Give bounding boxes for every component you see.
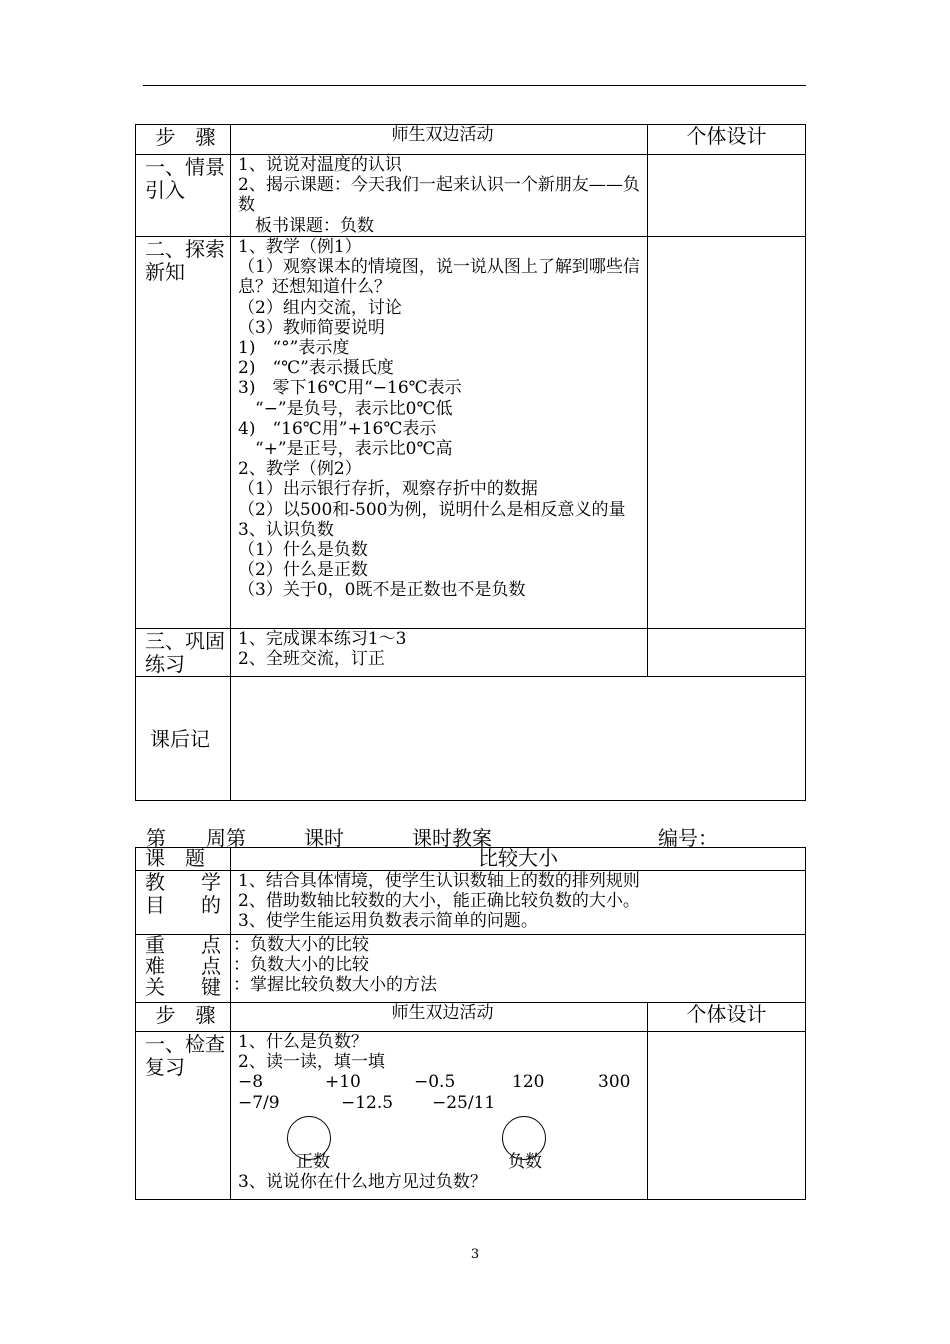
activity-line: 3、说说你在什么地方见过负数？ [238, 1172, 487, 1193]
objectives-label [136, 871, 231, 935]
step-label: 二、探索新知 [136, 237, 231, 629]
objective-line: 1、结合具体情境，使学生认识数轴上的数的排列规则 [238, 871, 640, 891]
activity-line: 1、教学（例1） [238, 237, 362, 257]
numbers-row-2 [238, 1093, 647, 1114]
label-char: 点 [201, 954, 221, 978]
activity-line: 1、说说对温度的认识 [238, 155, 402, 175]
key-point-line: ：负数大小的比较 [233, 955, 369, 976]
key-point-line: ：掌握比较负数大小的方法 [233, 975, 437, 996]
key-points-label [136, 935, 231, 1003]
activity-line: “+”是正号，表示比0℃高 [238, 439, 453, 460]
objective-line: 2、借助数轴比较数的大小，能正确比较负数的大小。 [238, 891, 640, 912]
after-class-notes-cell [231, 677, 806, 801]
table-row [136, 155, 806, 237]
label-char: 键 [201, 975, 221, 999]
step-label: 一、情景引入 [136, 155, 231, 237]
activity-line: “−”是负号，表示比0℃低 [238, 398, 453, 419]
week-label: 第 周第 [146, 826, 246, 850]
number-item: −7/9 [238, 1093, 280, 1114]
label-char: 关 [145, 975, 165, 999]
objective-line: 3、使学生能运用负数表示简单的问题。 [238, 911, 538, 932]
number-item: +10 [325, 1072, 361, 1093]
activity-line: （1）观察课本的情境图，说一说从图上了解到哪些信息？还想知道什么？ [238, 257, 640, 298]
activity-line: 1、完成课本练习1～3 [238, 629, 407, 649]
activity-line: 2、全班交流，订正 [238, 649, 385, 670]
topic-title: 比较大小 [231, 848, 806, 871]
number-item: −0.5 [414, 1072, 456, 1093]
table-header-row [136, 125, 806, 155]
activity-line: （2）以500和-500为例，说明什么是相反意义的量 [238, 499, 626, 520]
number-item: −25/11 [432, 1093, 496, 1114]
table-row [136, 237, 806, 629]
table-header-row [136, 1003, 806, 1032]
number-label: 编号： [658, 826, 718, 850]
page-number: 3 [470, 1247, 480, 1262]
objectives-cell [231, 871, 806, 935]
activity-line: 2、教学（例2） [238, 459, 362, 480]
number-item: 120 [512, 1072, 545, 1093]
numbers-row-1 [238, 1072, 647, 1093]
number-item: −12.5 [341, 1093, 394, 1114]
activity-cell [231, 629, 648, 677]
activity-line: 4) “16℃用”+16℃表示 [238, 418, 437, 439]
activity-line: 2、揭示课题：今天我们一起来认识一个新朋友——负数 [238, 175, 640, 216]
plan-label: 课时教案 [412, 826, 492, 850]
label-char: 教 [145, 870, 165, 894]
key-points-row [136, 935, 806, 1003]
design-header: 个体设计 [648, 125, 806, 155]
design-cell [648, 237, 806, 629]
number-item: 300 [598, 1072, 631, 1093]
activity-cell [231, 237, 648, 629]
key-point-line: ：负数大小的比较 [233, 935, 369, 955]
design-cell [648, 629, 806, 677]
design-cell [648, 1032, 806, 1200]
activity-cell [231, 1032, 648, 1200]
activity-header: 师生双边活动 [231, 1003, 648, 1032]
label-char: 难 [145, 954, 165, 978]
header-rule [143, 85, 806, 86]
objectives-row [136, 871, 806, 935]
activity-line: （1）什么是负数 [238, 540, 368, 561]
activity-cell [231, 155, 648, 237]
lesson-table-1 [135, 124, 806, 801]
number-item: −8 [238, 1072, 264, 1093]
activity-header: 师生双边活动 [231, 125, 648, 155]
period-label: 课时 [304, 826, 344, 850]
activity-line: （1）出示银行存折，观察存折中的数据 [238, 479, 538, 500]
activity-line: （2）组内交流，讨论 [238, 297, 402, 318]
label-char: 点 [201, 933, 221, 957]
step-label: 三、巩固练习 [136, 629, 231, 677]
activity-line: 2) “℃”表示摄氏度 [238, 358, 394, 379]
lesson-table-2 [135, 847, 806, 1200]
label-char: 的 [201, 893, 221, 917]
table-row [136, 629, 806, 677]
label-char: 学 [201, 870, 221, 894]
topic-row [136, 848, 806, 871]
activity-line: （2）什么是正数 [238, 560, 368, 581]
key-points-cell [231, 935, 806, 1003]
activity-line: 板书课题：负数 [238, 215, 374, 236]
table-row [136, 1032, 806, 1200]
step-header: 步 骤 [136, 125, 231, 155]
design-cell [648, 155, 806, 237]
table-row [136, 677, 806, 801]
sorting-circles [238, 1114, 647, 1172]
activity-line: 3、认识负数 [238, 519, 334, 540]
after-class-notes-label: 课后记 [136, 677, 231, 801]
label-char: 重 [145, 933, 165, 957]
activity-line: （3）教师简要说明 [238, 317, 385, 338]
activity-line: 1) “°”表示度 [238, 338, 350, 359]
activity-line: 3) 零下16℃用“−16℃表示 [238, 378, 462, 399]
topic-label: 课 题 [136, 848, 231, 871]
step-label: 一、检查复习 [136, 1032, 231, 1200]
activity-line: 2、读一读，填一填 [238, 1052, 385, 1073]
label-char: 目 [145, 893, 165, 917]
activity-line: 1、什么是负数？ [238, 1032, 368, 1052]
positive-label: 正数 [296, 1152, 330, 1173]
negative-label: 负数 [508, 1152, 542, 1173]
activity-line: （3）关于0，0既不是正数也不是负数 [238, 580, 526, 601]
design-header: 个体设计 [648, 1003, 806, 1032]
step-header: 步 骤 [136, 1003, 231, 1032]
